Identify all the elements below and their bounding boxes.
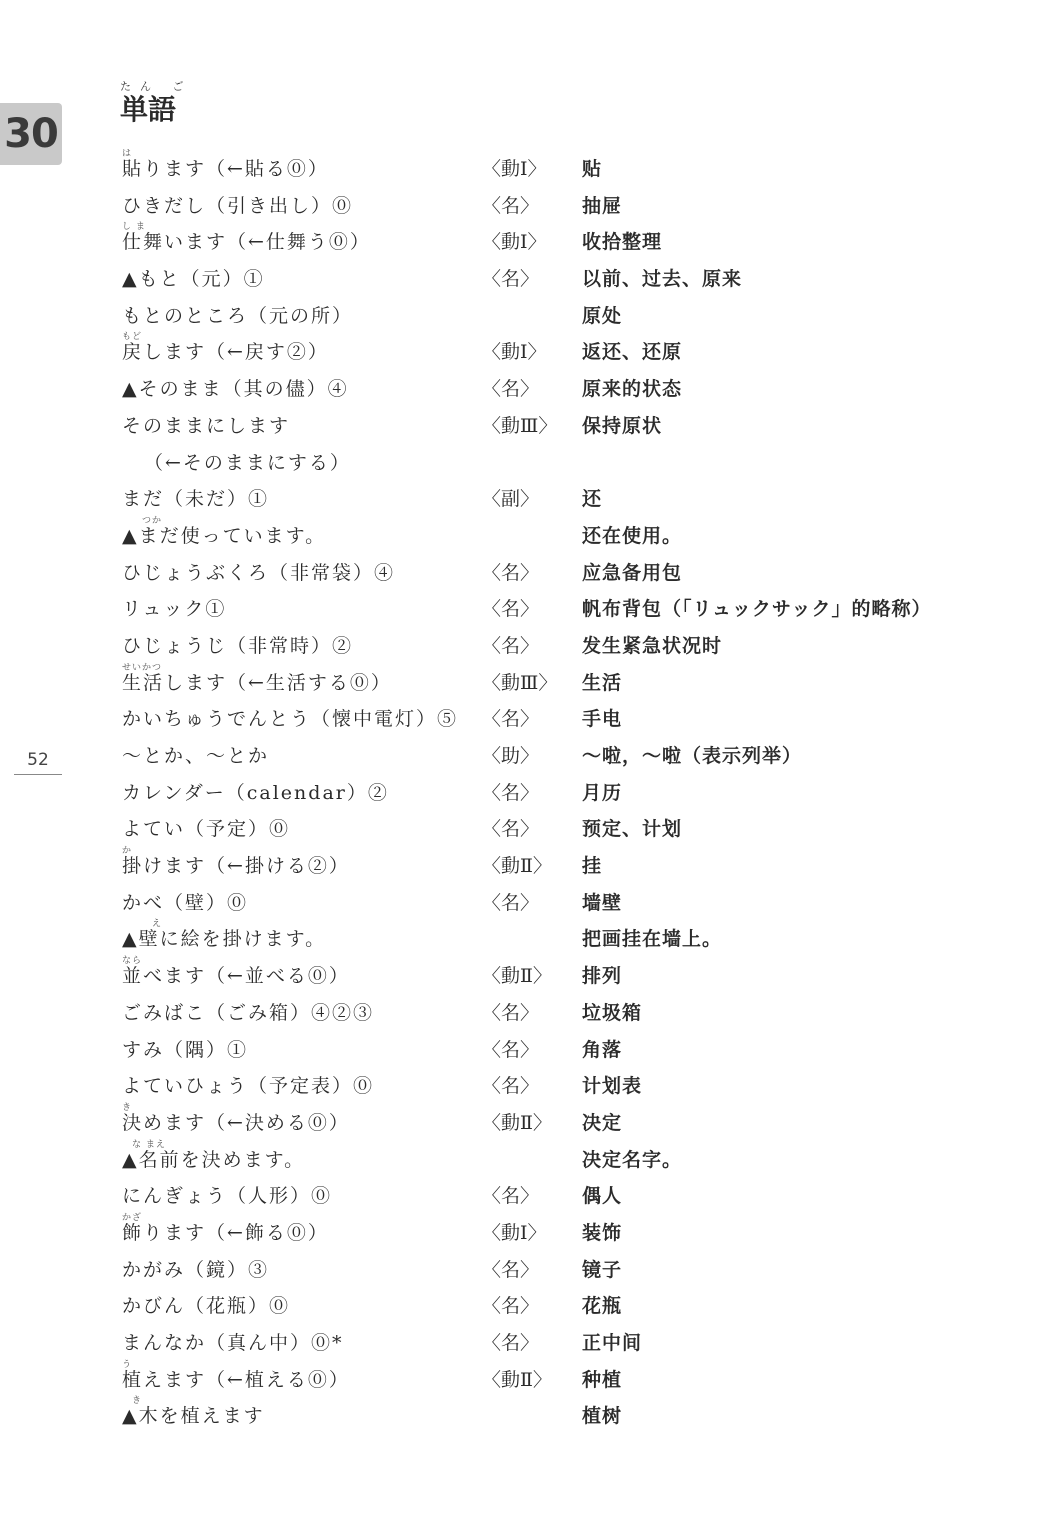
vocab-meaning: 还在使用。 [582, 524, 683, 547]
vocab-row [122, 772, 1002, 809]
part-of-speech: 〈名〉 [482, 1332, 540, 1354]
vocab-row [122, 1359, 1002, 1396]
vocab-word: 仕舞います（←仕舞う⓪） [122, 231, 371, 254]
vocab-row [122, 295, 1002, 332]
vocab-word: 生活します（←生活する⓪） [122, 671, 392, 694]
vocab-meaning: 发生紧急状况时 [582, 634, 723, 657]
vocab-word: カレンダー（calendar）② [122, 781, 389, 804]
vocab-word: ▲もと（元）① [122, 268, 265, 291]
furigana: き [122, 1102, 133, 1113]
vocab-row [122, 1212, 1002, 1249]
vocab-word: ▲木を植えます [122, 1405, 265, 1428]
page-number: 52 [14, 750, 62, 775]
title-ruby: たん ご [120, 80, 193, 93]
vocab-row [122, 845, 1002, 882]
vocab-meaning: 正中间 [582, 1332, 643, 1354]
vocab-row [122, 1175, 1002, 1212]
vocab-word: リュック① [122, 598, 227, 621]
furigana: え [122, 919, 163, 930]
vocab-row [122, 625, 1002, 662]
title-text: 単語 [120, 93, 177, 126]
vocab-meaning: 把画挂在墙上。 [582, 928, 723, 951]
part-of-speech: 〈名〉 [482, 1001, 540, 1024]
vocab-word: ひじょうじ（非常時）② [122, 634, 354, 657]
furigana: は [122, 149, 133, 159]
vocab-word: ひじょうぶくろ（非常袋）④ [122, 561, 396, 584]
vocab-row [122, 882, 1002, 919]
vocab-meaning: 还 [582, 488, 603, 511]
part-of-speech: 〈動Ⅰ〉 [482, 158, 547, 180]
vocab-row [122, 662, 1002, 699]
vocab-list [122, 148, 1002, 1432]
part-of-speech: 〈名〉 [482, 634, 540, 657]
vocab-meaning: ～啦，～啦（表示列举） [582, 745, 803, 767]
vocab-meaning: 抽屉 [582, 194, 623, 217]
part-of-speech: 〈動Ⅲ〉 [482, 414, 558, 437]
vocab-meaning: 偶人 [582, 1185, 623, 1208]
vocab-row [122, 1029, 1002, 1066]
part-of-speech: 〈動Ⅱ〉 [482, 1368, 552, 1391]
vocab-meaning: 原处 [582, 304, 623, 327]
vocab-meaning: 决定名字。 [582, 1148, 683, 1171]
vocab-meaning: 月历 [582, 781, 623, 804]
vocab-word: （←そのままにする） [144, 451, 351, 474]
vocab-word: ▲壁に絵を掛けます。 [122, 928, 327, 951]
vocab-meaning: 计划表 [582, 1075, 643, 1098]
vocab-word: ごみばこ（ごみ箱）④②③ [122, 1001, 375, 1024]
vocab-meaning: 返还、还原 [582, 341, 683, 364]
vocab-meaning: 装饰 [582, 1221, 623, 1244]
part-of-speech: 〈副〉 [482, 488, 540, 511]
part-of-speech: 〈動Ⅱ〉 [482, 965, 552, 988]
furigana: もど [122, 332, 143, 343]
vocab-meaning: 应急备用包 [582, 561, 683, 584]
part-of-speech: 〈名〉 [482, 194, 540, 217]
vocab-row [122, 588, 1002, 625]
part-of-speech: 〈名〉 [482, 598, 540, 621]
vocab-meaning: 种植 [582, 1368, 623, 1391]
vocab-word: すみ（隅）① [122, 1038, 249, 1061]
vocab-row [122, 331, 1002, 368]
vocab-word: かがみ（鏡）③ [122, 1258, 270, 1281]
vocab-row [122, 148, 1002, 185]
furigana: う [122, 1359, 133, 1370]
vocab-word: ▲まだ使っています。 [122, 524, 327, 547]
vocab-row [122, 992, 1002, 1029]
furigana: き [122, 1396, 143, 1407]
part-of-speech: 〈名〉 [482, 708, 540, 731]
vocab-meaning: 帆布背包（「リュックサック」的略称） [582, 598, 932, 621]
vocab-row [122, 1285, 1002, 1322]
vocab-word: まんなか（真ん中）⓪* [122, 1332, 344, 1354]
part-of-speech: 〈名〉 [482, 1258, 540, 1281]
vocab-meaning: 墙壁 [582, 891, 623, 914]
furigana: な まえ [122, 1139, 166, 1150]
vocab-row [122, 1139, 1002, 1176]
vocab-meaning: 手电 [582, 708, 623, 731]
vocab-word: 貼ります（←貼る⓪） [122, 158, 329, 180]
vocab-meaning: 植树 [582, 1405, 623, 1428]
vocab-row [122, 1102, 1002, 1139]
vocab-row [122, 1249, 1002, 1286]
vocab-meaning: 贴 [582, 158, 603, 180]
vocab-row [122, 478, 1002, 515]
vocab-word: 飾ります（←飾る⓪） [122, 1221, 329, 1244]
part-of-speech: 〈名〉 [482, 378, 540, 401]
part-of-speech: 〈名〉 [482, 561, 540, 584]
vocab-row [122, 552, 1002, 589]
vocab-meaning: 角落 [582, 1038, 623, 1061]
vocab-row [122, 1322, 1002, 1359]
vocab-meaning: 镜子 [582, 1258, 623, 1281]
vocab-meaning: 收拾整理 [582, 231, 663, 254]
vocab-row [122, 185, 1002, 222]
vocab-row [122, 405, 1002, 442]
furigana: せいかつ [122, 662, 163, 673]
vocab-word: ～とか、～とか [122, 745, 270, 767]
vocab-word: かびん（花瓶）⓪ [122, 1295, 291, 1318]
vocab-word: 戻します（←戻す②） [122, 341, 329, 364]
furigana: つか [122, 515, 163, 526]
vocab-word: よていひょう（予定表）⓪ [122, 1075, 375, 1098]
furigana: し ま [122, 222, 146, 233]
vocab-row [122, 258, 1002, 295]
part-of-speech: 〈名〉 [482, 1185, 540, 1208]
vocab-row [122, 1395, 1002, 1432]
vocab-meaning: 以前、过去、原来 [582, 268, 743, 291]
section-title [120, 80, 193, 127]
part-of-speech: 〈動Ⅰ〉 [482, 231, 547, 254]
part-of-speech: 〈動Ⅱ〉 [482, 1111, 552, 1134]
part-of-speech: 〈動Ⅰ〉 [482, 341, 547, 364]
vocab-meaning: 决定 [582, 1111, 623, 1134]
furigana: かざ [122, 1212, 143, 1223]
vocab-word: 並べます（←並べる⓪） [122, 965, 350, 988]
vocab-word: かいちゅうでんとう（懐中電灯）⑤ [122, 708, 459, 731]
vocab-row [122, 735, 1002, 772]
vocab-meaning: 保持原状 [582, 414, 663, 437]
vocab-word: まだ（未だ）① [122, 488, 270, 511]
vocab-row [122, 368, 1002, 405]
part-of-speech: 〈動Ⅱ〉 [482, 855, 552, 878]
vocab-word: ▲名前を決めます。 [122, 1148, 306, 1171]
furigana: なら [122, 956, 143, 967]
part-of-speech: 〈動Ⅰ〉 [482, 1221, 547, 1244]
vocab-row [122, 808, 1002, 845]
vocab-meaning: 排列 [582, 965, 623, 988]
lesson-number-tab: 30 [0, 103, 62, 165]
part-of-speech: 〈名〉 [482, 1295, 540, 1318]
part-of-speech: 〈名〉 [482, 891, 540, 914]
vocab-row [122, 221, 1002, 258]
vocab-row [122, 442, 1002, 479]
part-of-speech: 〈名〉 [482, 1075, 540, 1098]
vocab-word: もとのところ（元の所） [122, 304, 354, 327]
part-of-speech: 〈助〉 [482, 745, 540, 767]
vocab-row [122, 515, 1002, 552]
vocab-word: そのままにします [122, 414, 291, 437]
vocab-meaning: 原来的状态 [582, 378, 683, 401]
vocab-word: 決めます（←決める⓪） [122, 1111, 350, 1134]
vocab-meaning: 预定、计划 [582, 818, 683, 841]
vocab-meaning: 生活 [582, 671, 623, 694]
vocab-word: 掛けます（←掛ける②） [122, 855, 350, 878]
vocab-word: かべ（壁）⓪ [122, 891, 249, 914]
vocab-word: ひきだし（引き出し）⓪ [122, 194, 354, 217]
part-of-speech: 〈動Ⅲ〉 [482, 671, 558, 694]
vocab-word: にんぎょう（人形）⓪ [122, 1185, 333, 1208]
part-of-speech: 〈名〉 [482, 268, 540, 291]
vocab-word: ▲そのまま（其の儘）④ [122, 378, 349, 401]
part-of-speech: 〈名〉 [482, 781, 540, 804]
vocab-meaning: 垃圾箱 [582, 1001, 643, 1024]
vocab-meaning: 花瓶 [582, 1295, 623, 1318]
vocab-meaning: 挂 [582, 855, 603, 878]
vocab-row [122, 918, 1002, 955]
vocab-word: よてい（予定）⓪ [122, 818, 291, 841]
part-of-speech: 〈名〉 [482, 818, 540, 841]
part-of-speech: 〈名〉 [482, 1038, 540, 1061]
vocab-row [122, 955, 1002, 992]
furigana: か [122, 846, 133, 857]
vocab-row [122, 1065, 1002, 1102]
vocab-row [122, 698, 1002, 735]
vocab-word: 植えます（←植える⓪） [122, 1368, 350, 1391]
